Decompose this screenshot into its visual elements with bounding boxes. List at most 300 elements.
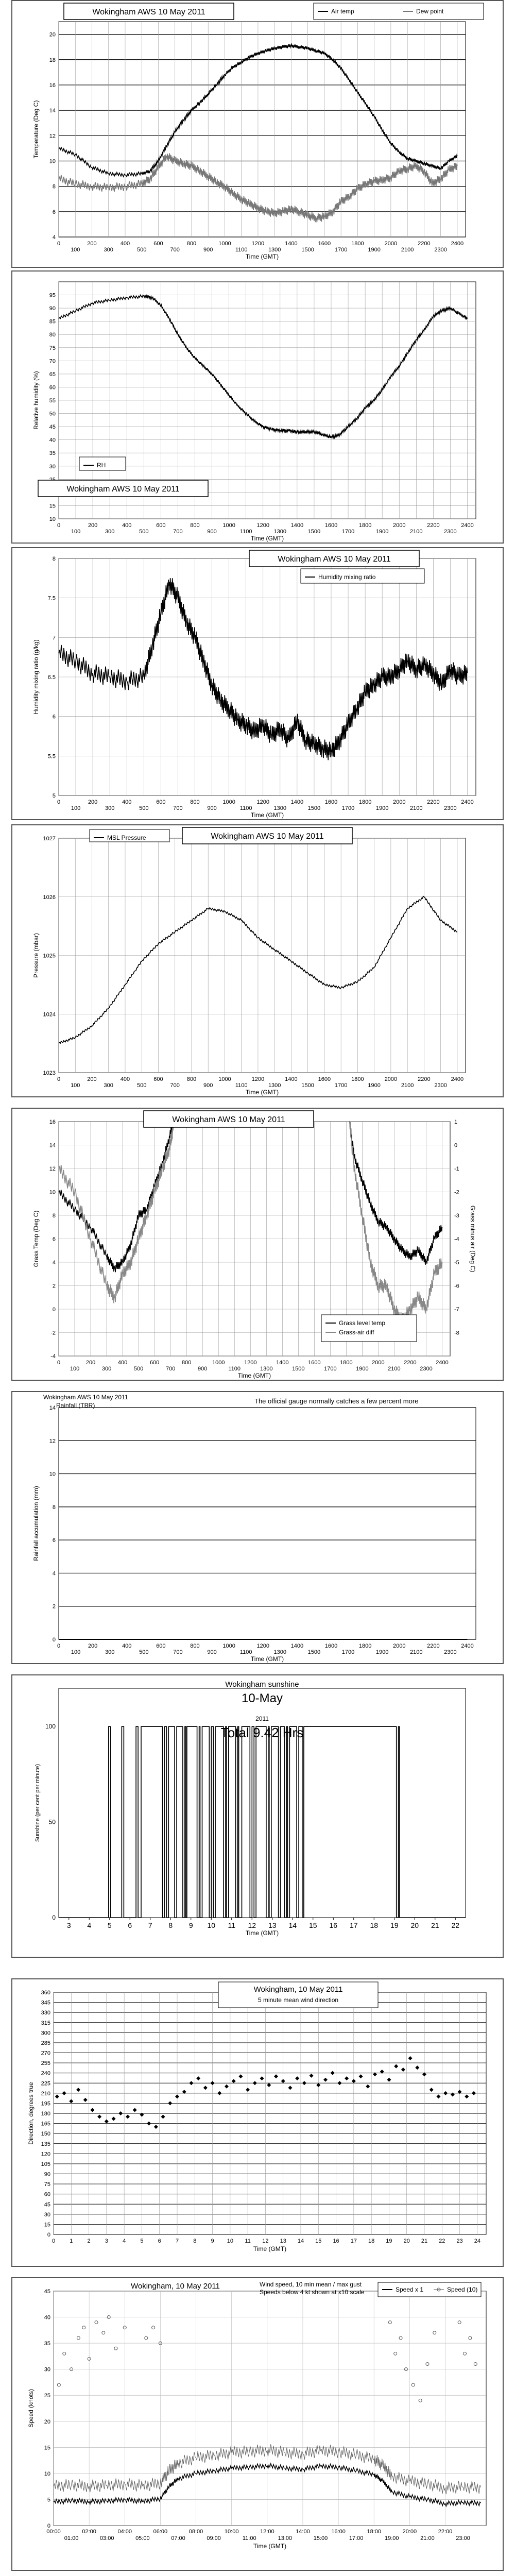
p6-ytick-label: 2 <box>52 1603 56 1610</box>
p2-xtick-label: 300 <box>105 529 115 535</box>
p8-xtick-label: 23 <box>456 2238 463 2244</box>
p3-xtick-label: 800 <box>190 799 200 805</box>
p8-scatter-point <box>337 2081 341 2085</box>
p8-xtick-label: 20 <box>403 2238 410 2244</box>
p2-xtick-label: 500 <box>139 529 149 535</box>
p3-xtick-label: 1000 <box>222 799 235 805</box>
p3-xtick-label: 1200 <box>256 799 269 805</box>
p8-ytick-label: 120 <box>41 2151 50 2158</box>
p9-scaled-speed-point <box>114 2347 117 2350</box>
p8-xtick-label: 9 <box>211 2238 214 2244</box>
p6-xtick-label: 1200 <box>256 1643 269 1649</box>
p2-ytick-label: 60 <box>49 384 56 391</box>
p4-xtick-label: 2300 <box>434 1082 447 1089</box>
p2-ytick-label: 65 <box>49 371 56 378</box>
wind-speed-chart-panel <box>11 2277 504 2571</box>
p9-ytick-label: 40 <box>44 2314 50 2321</box>
p8-scatter-point <box>345 2076 349 2080</box>
p8-ytick-label: 105 <box>41 2161 50 2167</box>
p4-xtick-label: 600 <box>153 1076 163 1082</box>
humidity-chart-panel <box>11 270 504 544</box>
p4-xtick-label: 1200 <box>251 1076 265 1082</box>
p3-xtick-label: 2000 <box>392 799 406 805</box>
p5-xtick-label: 400 <box>117 1360 128 1366</box>
p2-x-axis-title: Time (GMT) <box>250 535 284 542</box>
p5-ytick-label: 10 <box>49 1189 56 1196</box>
p3-ytick-label: 5 <box>52 793 56 799</box>
p6-annotation: The official gauge normally catches a few percent more <box>254 1397 419 1405</box>
p9-xtick-label-bottom: 23:00 <box>456 2535 470 2541</box>
p5-y2tick-label: -4 <box>454 1236 459 1243</box>
p8-scatter-point <box>133 2108 137 2112</box>
p3-ytick-label: 6.5 <box>47 674 56 681</box>
p8-scatter-point <box>295 2076 299 2080</box>
grass-temp-chart-panel <box>11 1108 504 1381</box>
p8-scatter-point <box>147 2122 151 2126</box>
p2-xtick-label: 2300 <box>444 529 457 535</box>
p2-ytick-label: 70 <box>49 358 56 365</box>
p1-xtick-label: 800 <box>186 241 197 247</box>
p1-ytick-label: 20 <box>49 31 56 38</box>
p9-ytick-label: 15 <box>44 2445 50 2451</box>
mixing-ratio-chart <box>12 548 503 819</box>
p4-xtick-label: 500 <box>137 1082 147 1089</box>
p2-xtick-label: 2100 <box>410 529 423 535</box>
p5-y2tick-label: -5 <box>454 1260 459 1266</box>
p8-scatter-point <box>472 2091 476 2095</box>
p5-chart-title: Wokingham AWS 10 May 2011 <box>172 1115 285 1124</box>
temperature-chart-panel <box>11 0 504 268</box>
p8-xtick-label: 7 <box>175 2238 179 2244</box>
p5-xtick-label: 1000 <box>212 1360 225 1366</box>
p5-xtick-label: 1800 <box>340 1360 353 1366</box>
p1-ytick-label: 12 <box>49 133 56 140</box>
p5-xtick-label: 2300 <box>420 1366 433 1372</box>
p8-xtick-label: 19 <box>386 2238 392 2244</box>
p4-xtick-label: 200 <box>87 1076 97 1082</box>
p2-y-axis-title: Relative humidity (%) <box>32 371 40 430</box>
p9-ytick-label: 0 <box>47 2523 50 2529</box>
p7-xtick-label: 15 <box>308 1921 317 1929</box>
p8-scatter-point <box>97 2115 101 2119</box>
p6-ytick-label: 10 <box>49 1471 56 1478</box>
p9-xtick-label-top: 00:00 <box>46 2529 61 2535</box>
p6-y-axis-title: Rainfall accumulation (mm) <box>32 1486 40 1561</box>
p5-y2tick-label: -3 <box>454 1213 459 1219</box>
p3-xtick-label: 200 <box>88 799 98 805</box>
p3-xtick-label: 2400 <box>461 799 474 805</box>
p6-ytick-label: 6 <box>52 1537 56 1544</box>
p8-scatter-point <box>267 2083 271 2087</box>
p7-xtick-label: 19 <box>390 1921 399 1929</box>
pressure-chart <box>12 825 503 1096</box>
p2-ytick-label: 90 <box>49 306 56 312</box>
p2-xtick-label: 1400 <box>290 522 304 529</box>
p9-xtick-label-bottom: 11:00 <box>242 2535 256 2541</box>
p9-xtick-label-top: 10:00 <box>224 2529 239 2535</box>
p8-scatter-point <box>168 2101 172 2105</box>
p8-xtick-label: 10 <box>227 2238 233 2244</box>
p8-scatter-point <box>274 2074 278 2078</box>
p9-scaled-speed-point <box>411 2383 415 2386</box>
p6-xtick-label: 800 <box>190 1643 200 1649</box>
p4-xtick-label: 1700 <box>334 1082 348 1089</box>
p8-scatter-point <box>83 2098 88 2102</box>
p6-chart-title: Wokingham AWS 10 May 2011 <box>43 1394 128 1401</box>
p9-xtick-label-top: 04:00 <box>117 2529 132 2535</box>
p4-y-axis-title: Pressure (mbar) <box>32 933 40 978</box>
p7-xtick-label: 11 <box>228 1921 236 1929</box>
p9-xtick-label-bottom: 21:00 <box>420 2535 435 2541</box>
p3-ytick-label: 5.5 <box>47 753 56 760</box>
p3-xtick-label: 1800 <box>358 799 372 805</box>
p5-xtick-label: 1500 <box>292 1366 305 1372</box>
p8-ytick-label: 195 <box>41 2100 50 2107</box>
p8-scatter-point <box>302 2081 306 2085</box>
p6-ytick-label: 12 <box>49 1438 56 1445</box>
p9-scaled-speed-point <box>95 2321 98 2324</box>
p3-xtick-label: 1400 <box>290 799 304 805</box>
p9-scaled-speed-point <box>469 2336 472 2340</box>
p6-xtick-label: 1400 <box>290 1643 304 1649</box>
temperature-chart <box>12 1 503 267</box>
p5-xtick-label: 1700 <box>324 1366 337 1372</box>
p2-xtick-label: 1300 <box>273 529 287 535</box>
p1-ytick-label: 18 <box>49 57 56 63</box>
p5-xtick-label: 2400 <box>436 1360 449 1366</box>
p5-ytick-label: -4 <box>50 1353 56 1360</box>
p1-ytick-label: 6 <box>52 209 56 215</box>
p5-ytick-label: -2 <box>50 1330 56 1336</box>
p1-xtick-label: 900 <box>203 247 213 253</box>
p5-xtick-label: 800 <box>181 1360 192 1366</box>
p9-xtick-label-bottom: 05:00 <box>135 2535 150 2541</box>
p9-scaled-speed-point <box>458 2321 461 2324</box>
p9-y-axis-title: Speed (knots) <box>27 2389 35 2428</box>
p8-xtick-label: 13 <box>280 2238 286 2244</box>
p2-ytick-label: 55 <box>49 398 56 404</box>
p2-ytick-label: 40 <box>49 437 56 444</box>
p7-xtick-label: 17 <box>349 1921 358 1929</box>
p1-xtick-label: 1600 <box>318 241 331 247</box>
p9-xtick-label-top: 06:00 <box>153 2529 168 2535</box>
p4-ytick-label: 1024 <box>43 1011 56 1018</box>
p7-xtick-label: 7 <box>148 1921 152 1929</box>
p8-scatter-point <box>246 2088 250 2092</box>
p4-xtick-label: 1400 <box>285 1076 298 1082</box>
p8-xtick-label: 18 <box>368 2238 375 2244</box>
sunshine-chart-panel <box>11 1674 504 1958</box>
p4-xtick-label: 100 <box>71 1082 80 1089</box>
p2-xtick-label: 2400 <box>461 522 474 529</box>
p3-xtick-label: 1900 <box>375 805 389 811</box>
p8-chart-subtitle: 5 minute mean wind direction <box>258 1996 339 2004</box>
p3-ytick-label: 7 <box>52 635 56 641</box>
p9-ytick-label: 45 <box>44 2289 50 2295</box>
p1-xtick-label: 600 <box>153 241 163 247</box>
p4-xtick-label: 900 <box>203 1082 213 1089</box>
p1-xtick-label: 1700 <box>334 247 348 253</box>
p6-xtick-label: 700 <box>173 1649 183 1655</box>
p2-ytick-label: 80 <box>49 332 56 338</box>
p7-xtick-label: 3 <box>66 1921 71 1929</box>
p2-xtick-label: 1900 <box>375 529 389 535</box>
p8-ytick-label: 285 <box>41 2040 50 2046</box>
p9-xtick-label-top: 16:00 <box>331 2529 346 2535</box>
p1-xtick-label: 1000 <box>218 241 231 247</box>
p1-y-axis-title: Temperature (Deg C) <box>32 100 40 159</box>
p8-scatter-point <box>126 2115 130 2119</box>
p8-scatter-point <box>465 2094 469 2098</box>
p9-chart-title: Wokingham, 10 May 2011 <box>131 2282 220 2291</box>
p1-chart-title: Wokingham AWS 10 May 2011 <box>92 8 205 16</box>
p8-ytick-label: 240 <box>41 2070 50 2077</box>
p8-scatter-point <box>62 2091 66 2095</box>
p8-scatter-point <box>401 2067 405 2072</box>
p5-series-line-1-part-2 <box>350 1122 442 1265</box>
p2-xtick-label: 200 <box>88 522 98 529</box>
p8-ytick-label: 90 <box>44 2171 50 2178</box>
p5-y2tick-label: -8 <box>454 1330 459 1336</box>
p2-ytick-label: 50 <box>49 411 56 417</box>
p5-ytick-label: 12 <box>49 1166 56 1172</box>
p8-ytick-label: 75 <box>44 2181 50 2188</box>
p9-scaled-speed-point <box>57 2383 60 2386</box>
p8-scatter-point <box>175 2094 179 2098</box>
p8-ytick-label: 225 <box>41 2080 50 2087</box>
p4-xtick-label: 2400 <box>451 1076 464 1082</box>
p7-xtick-label: 10 <box>207 1921 216 1929</box>
p3-xtick-label: 1500 <box>307 805 321 811</box>
p8-ytick-label: 30 <box>44 2211 50 2218</box>
p6-plot-frame <box>59 1408 476 1639</box>
p8-ytick-label: 330 <box>41 2010 50 2016</box>
p2-xtick-label: 1800 <box>358 522 372 529</box>
p5-xtick-label: 700 <box>165 1366 176 1372</box>
p3-xtick-label: 2200 <box>427 799 440 805</box>
p9-xtick-label-bottom: 03:00 <box>99 2535 114 2541</box>
p9-xtick-label-bottom: 19:00 <box>385 2535 399 2541</box>
p4-x-axis-title: Time (GMT) <box>245 1089 279 1096</box>
p1-xtick-label: 2300 <box>434 247 447 253</box>
p9-xtick-label-top: 20:00 <box>402 2529 417 2535</box>
p8-scatter-point <box>154 2125 158 2129</box>
p5-xtick-label: 100 <box>70 1366 80 1372</box>
p9-ytick-label: 20 <box>44 2418 50 2425</box>
p4-xtick-label: 1600 <box>318 1076 331 1082</box>
p5-y2-axis-title: Grass minus air (Deg C) <box>469 1205 476 1273</box>
p5-xtick-label: 900 <box>198 1366 208 1372</box>
p3-x-axis-title: Time (GMT) <box>250 811 284 819</box>
p7-plot-frame <box>59 1688 466 1918</box>
p8-x-axis-title: Time (GMT) <box>253 2245 287 2252</box>
p8-y-axis-title: Direction, degrees true <box>27 2082 35 2145</box>
p7-x-axis-title: Time (GMT) <box>245 1929 279 1937</box>
p9-scaled-speed-point <box>394 2352 397 2355</box>
p8-scatter-point <box>281 2079 285 2083</box>
p1-xtick-label: 1500 <box>301 247 314 253</box>
p3-xtick-label: 0 <box>57 799 61 805</box>
p9-scaled-speed-point <box>152 2326 155 2329</box>
p5-y-axis-title: Grass Temp (Deg C) <box>32 1210 40 1267</box>
p8-xtick-label: 24 <box>474 2238 480 2244</box>
p1-xtick-label: 2200 <box>418 241 431 247</box>
p5-xtick-label: 500 <box>133 1366 144 1372</box>
p5-xtick-label: 1100 <box>228 1366 241 1372</box>
p9-xtick-label-bottom: 13:00 <box>278 2535 293 2541</box>
p3-xtick-label: 2300 <box>444 805 457 811</box>
p1-xtick-label: 1800 <box>351 241 364 247</box>
p1-xtick-label: 200 <box>87 241 97 247</box>
p3-xtick-label: 300 <box>105 805 115 811</box>
p2-xtick-label: 2000 <box>392 522 406 529</box>
p8-xtick-label: 5 <box>140 2238 144 2244</box>
p2-xtick-label: 400 <box>122 522 132 529</box>
p8-scatter-point <box>288 2086 292 2090</box>
p8-ytick-label: 300 <box>41 2030 50 2037</box>
p8-ytick-label: 15 <box>44 2222 50 2228</box>
p3-xtick-label: 1100 <box>239 805 252 811</box>
p5-y2tick-label: 0 <box>454 1142 458 1149</box>
p9-xtick-label-top: 14:00 <box>296 2529 310 2535</box>
p8-scatter-point <box>76 2088 80 2092</box>
p8-scatter-point <box>443 2091 448 2095</box>
p6-xtick-label: 2100 <box>410 1649 423 1655</box>
p8-xtick-label: 15 <box>315 2238 322 2244</box>
p5-xtick-label: 2100 <box>388 1366 401 1372</box>
p5-legend-label: Grass-air diff <box>339 1329 374 1336</box>
p5-xtick-label: 200 <box>85 1360 96 1366</box>
p1-x-axis-title: Time (GMT) <box>245 253 279 260</box>
p3-xtick-label: 700 <box>173 805 183 811</box>
p3-xtick-label: 100 <box>71 805 81 811</box>
p5-xtick-label: 1600 <box>308 1360 321 1366</box>
p2-legend-label: RH <box>97 462 106 469</box>
pressure-chart-panel <box>11 824 504 1097</box>
p9-scaled-speed-point <box>399 2336 402 2340</box>
p8-scatter-point <box>430 2088 434 2092</box>
p7-xtick-label: 9 <box>188 1921 193 1929</box>
p7-xtick-label: 4 <box>87 1921 92 1929</box>
p8-xtick-label: 2 <box>87 2238 91 2244</box>
p8-chart-title: Wokingham, 10 May 2011 <box>253 1985 343 1994</box>
p6-xtick-label: 1100 <box>239 1649 252 1655</box>
p8-scatter-point <box>217 2091 221 2095</box>
p6-xtick-label: 0 <box>57 1643 61 1649</box>
p9-xtick-label-top: 12:00 <box>260 2529 274 2535</box>
p8-scatter-point <box>203 2086 208 2090</box>
p9-scaled-speed-point <box>474 2363 477 2366</box>
p9-legend-label: Speed (10) <box>447 2286 478 2293</box>
p5-ytick-label: 8 <box>52 1213 56 1219</box>
p2-xtick-label: 800 <box>190 522 200 529</box>
p9-ytick-label: 10 <box>44 2470 50 2477</box>
p2-chart-title: Wokingham AWS 10 May 2011 <box>66 485 180 494</box>
p7-xtick-label: 16 <box>329 1921 338 1929</box>
p5-ytick-label: 14 <box>49 1142 56 1149</box>
p5-ytick-label: 16 <box>49 1119 56 1125</box>
p5-y2tick-label: -7 <box>454 1307 459 1313</box>
p4-ytick-label: 1023 <box>43 1070 56 1076</box>
p5-y2tick-label: -1 <box>454 1166 459 1172</box>
p4-chart-title: Wokingham AWS 10 May 2011 <box>211 832 324 841</box>
p3-ytick-label: 6 <box>52 714 56 720</box>
p1-xtick-label: 1200 <box>251 241 265 247</box>
p8-xtick-label: 8 <box>193 2238 197 2244</box>
p2-xtick-label: 1700 <box>341 529 355 535</box>
p5-xtick-label: 0 <box>57 1360 61 1366</box>
p5-ytick-label: 0 <box>52 1307 56 1313</box>
p8-ytick-label: 345 <box>41 1999 50 2006</box>
p4-xtick-label: 1100 <box>235 1082 248 1089</box>
p7-xtick-label: 12 <box>248 1921 256 1929</box>
p4-xtick-label: 800 <box>186 1076 197 1082</box>
p1-xtick-label: 300 <box>104 247 113 253</box>
p3-xtick-label: 1700 <box>341 805 355 811</box>
p9-x-axis-title: Time (GMT) <box>253 2543 287 2550</box>
p8-ytick-label: 270 <box>41 2050 50 2057</box>
p6-xtick-label: 1300 <box>273 1649 287 1655</box>
p9-ytick-label: 25 <box>44 2393 50 2399</box>
p2-xtick-label: 0 <box>57 522 61 529</box>
p6-xtick-label: 300 <box>105 1649 115 1655</box>
p9-scaled-speed-point <box>426 2363 429 2366</box>
p8-scatter-point <box>69 2099 73 2104</box>
p9-scaled-speed-point <box>102 2331 105 2334</box>
p5-xtick-label: 1200 <box>244 1360 257 1366</box>
p9-scaled-speed-point <box>63 2352 66 2355</box>
p5-xtick-label: 2200 <box>404 1360 417 1366</box>
p4-xtick-label: 1800 <box>351 1076 364 1082</box>
p9-scaled-speed-point <box>433 2331 436 2334</box>
p8-scatter-point <box>387 2078 391 2082</box>
p8-scatter-point <box>253 2081 257 2085</box>
p8-ytick-label: 60 <box>44 2191 50 2198</box>
p1-plot-frame <box>59 22 466 237</box>
p7-xtick-label: 21 <box>431 1921 439 1929</box>
p8-ytick-label: 210 <box>41 2090 50 2097</box>
p8-xtick-label: 21 <box>421 2238 428 2244</box>
wind-direction-chart-panel <box>11 1978 504 2267</box>
p8-scatter-point <box>415 2065 419 2070</box>
p5-ytick-label: 2 <box>52 1283 56 1290</box>
p2-ytick-label: 95 <box>49 292 56 299</box>
p7-xtick-label: 20 <box>410 1921 419 1929</box>
p2-ytick-label: 15 <box>49 503 56 510</box>
p3-xtick-label: 900 <box>207 805 217 811</box>
p9-scaled-speed-point <box>77 2336 80 2340</box>
p2-xtick-label: 1200 <box>256 522 269 529</box>
p2-ytick-label: 75 <box>49 345 56 351</box>
p8-scatter-point <box>366 2084 370 2089</box>
p9-xtick-label-bottom: 15:00 <box>313 2535 328 2541</box>
p6-xtick-label: 2300 <box>444 1649 457 1655</box>
p4-xtick-label: 300 <box>104 1082 113 1089</box>
p8-scatter-point <box>161 2115 165 2119</box>
p4-ytick-label: 1025 <box>43 953 56 959</box>
p8-xtick-label: 16 <box>333 2238 339 2244</box>
p8-scatter-point <box>394 2064 398 2069</box>
p8-ytick-label: 135 <box>41 2141 50 2147</box>
p2-xtick-label: 2200 <box>427 522 440 529</box>
p5-xtick-label: 1400 <box>276 1360 289 1366</box>
p6-xtick-label: 100 <box>71 1649 81 1655</box>
p9-scaled-speed-point <box>464 2352 467 2355</box>
p8-scatter-point <box>112 2116 116 2121</box>
p9-plot-frame <box>54 2291 486 2526</box>
p3-y-axis-title: Humidity mixing ratio (g/kg) <box>32 639 40 715</box>
p8-ytick-label: 180 <box>41 2111 50 2117</box>
